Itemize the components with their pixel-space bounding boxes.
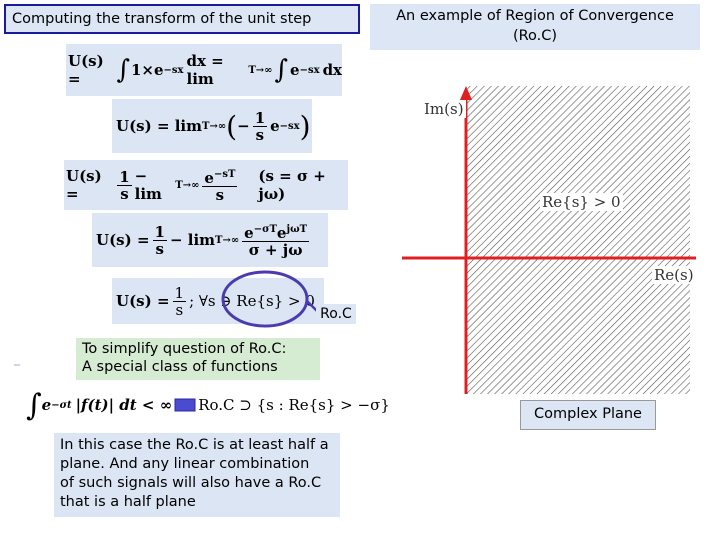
- right-title-line2: (Ro.C): [512, 28, 558, 44]
- integral-sign-3: ∫: [26, 387, 42, 423]
- eq1-mid: 1×e: [130, 61, 164, 79]
- eq4-frac1: $\frac{1}{s}$: [154, 222, 165, 258]
- note-line-1: In this case the Ro.C is at least half a: [60, 437, 329, 453]
- eq4-frac2: $\frac{e^{-\sigma T}e^{j\omega T}}{\sigma + j\omega}$: [244, 224, 308, 259]
- eq4-lhs: U(s) =: [96, 231, 150, 249]
- roc-hatched-region: [466, 86, 690, 394]
- eq1-exp: −sx: [163, 64, 184, 76]
- half-plane-note: [54, 433, 340, 517]
- eq3-condition: (s = σ + jω): [258, 167, 326, 203]
- eq3-sub: T→∞: [175, 179, 200, 191]
- right-title: [370, 4, 700, 50]
- eq5-frac: $\frac{1}{s}$: [174, 283, 185, 319]
- eq3-lhs: U(s) =: [66, 167, 102, 203]
- eq2-lhs: U(s) = lim: [116, 117, 203, 135]
- eq1-rhs-exp: −sx: [299, 64, 320, 76]
- eq4-mid: − lim: [169, 231, 216, 249]
- eq2-sub: T→∞: [202, 120, 227, 132]
- eq2-frac: $\frac{1}{s}$: [254, 108, 266, 144]
- region-label: Re{s} > 0: [542, 193, 621, 211]
- complex-plane-diagram: [396, 82, 720, 412]
- integral-sign-2: ∫: [274, 55, 289, 85]
- arrow-icon: [174, 396, 196, 414]
- equation-3: [64, 160, 348, 210]
- simplify-line2: A special class of functions: [82, 359, 278, 375]
- left-title-text: Computing the transform of the unit step: [12, 11, 312, 27]
- right-paren: ): [299, 109, 311, 143]
- left-title: [4, 4, 360, 34]
- eq4-sub: T→∞: [215, 234, 240, 246]
- plane-caption: Complex Plane: [520, 400, 656, 430]
- eq3-mid: − lim: [134, 167, 162, 203]
- note-line-4: that is a half plane: [60, 494, 196, 510]
- note-line-3: of such signals will also have a Ro.C: [60, 475, 322, 491]
- roc-label: Ro.C: [316, 304, 356, 324]
- eq3-frac1: $\frac{1}{s}$: [119, 167, 130, 203]
- equation-2: U(s) = lim T→∞ ( − $\frac{1}{s}$ e −sx ): [112, 99, 312, 153]
- re-axis-label: Re(s): [654, 266, 694, 284]
- eq1-rhs-dx: dx: [322, 61, 342, 79]
- integral-sign: ∫: [116, 55, 130, 85]
- eq1-sub: T→∞: [248, 64, 273, 76]
- im-axis-label: Im(s): [424, 100, 464, 118]
- equation-4: [92, 213, 328, 267]
- eq1-rhs: e: [290, 61, 300, 79]
- equation-1: [66, 44, 342, 96]
- eq3-frac2: $\frac{e^{-sT}}{s}$: [204, 169, 236, 204]
- eq5-lhs: U(s) =: [116, 292, 170, 310]
- note-line-2: plane. And any linear combination: [60, 456, 310, 472]
- eq1-lhs: U(s) =: [68, 52, 104, 88]
- eq2-exp: −sx: [279, 120, 300, 132]
- right-title-line1: An example of Region of Convergence: [396, 8, 674, 24]
- left-paren: (: [226, 109, 238, 143]
- eq1-dx: dx = lim: [186, 52, 224, 88]
- integral-condition: ∫ e −σt |f(t)| dt < ∞ Ro.C ⊃ {s : Re{s} > −σ}: [26, 387, 390, 423]
- roc-highlight-circle: [210, 268, 360, 338]
- divider: [14, 364, 20, 366]
- simplify-line1: To simplify question of Ro.C:: [82, 341, 287, 357]
- eq2-e: e: [270, 117, 280, 135]
- eq5-rhs: ; ∀s ∋ Re{s} > 0: [189, 292, 315, 310]
- simplify-note: [76, 338, 320, 380]
